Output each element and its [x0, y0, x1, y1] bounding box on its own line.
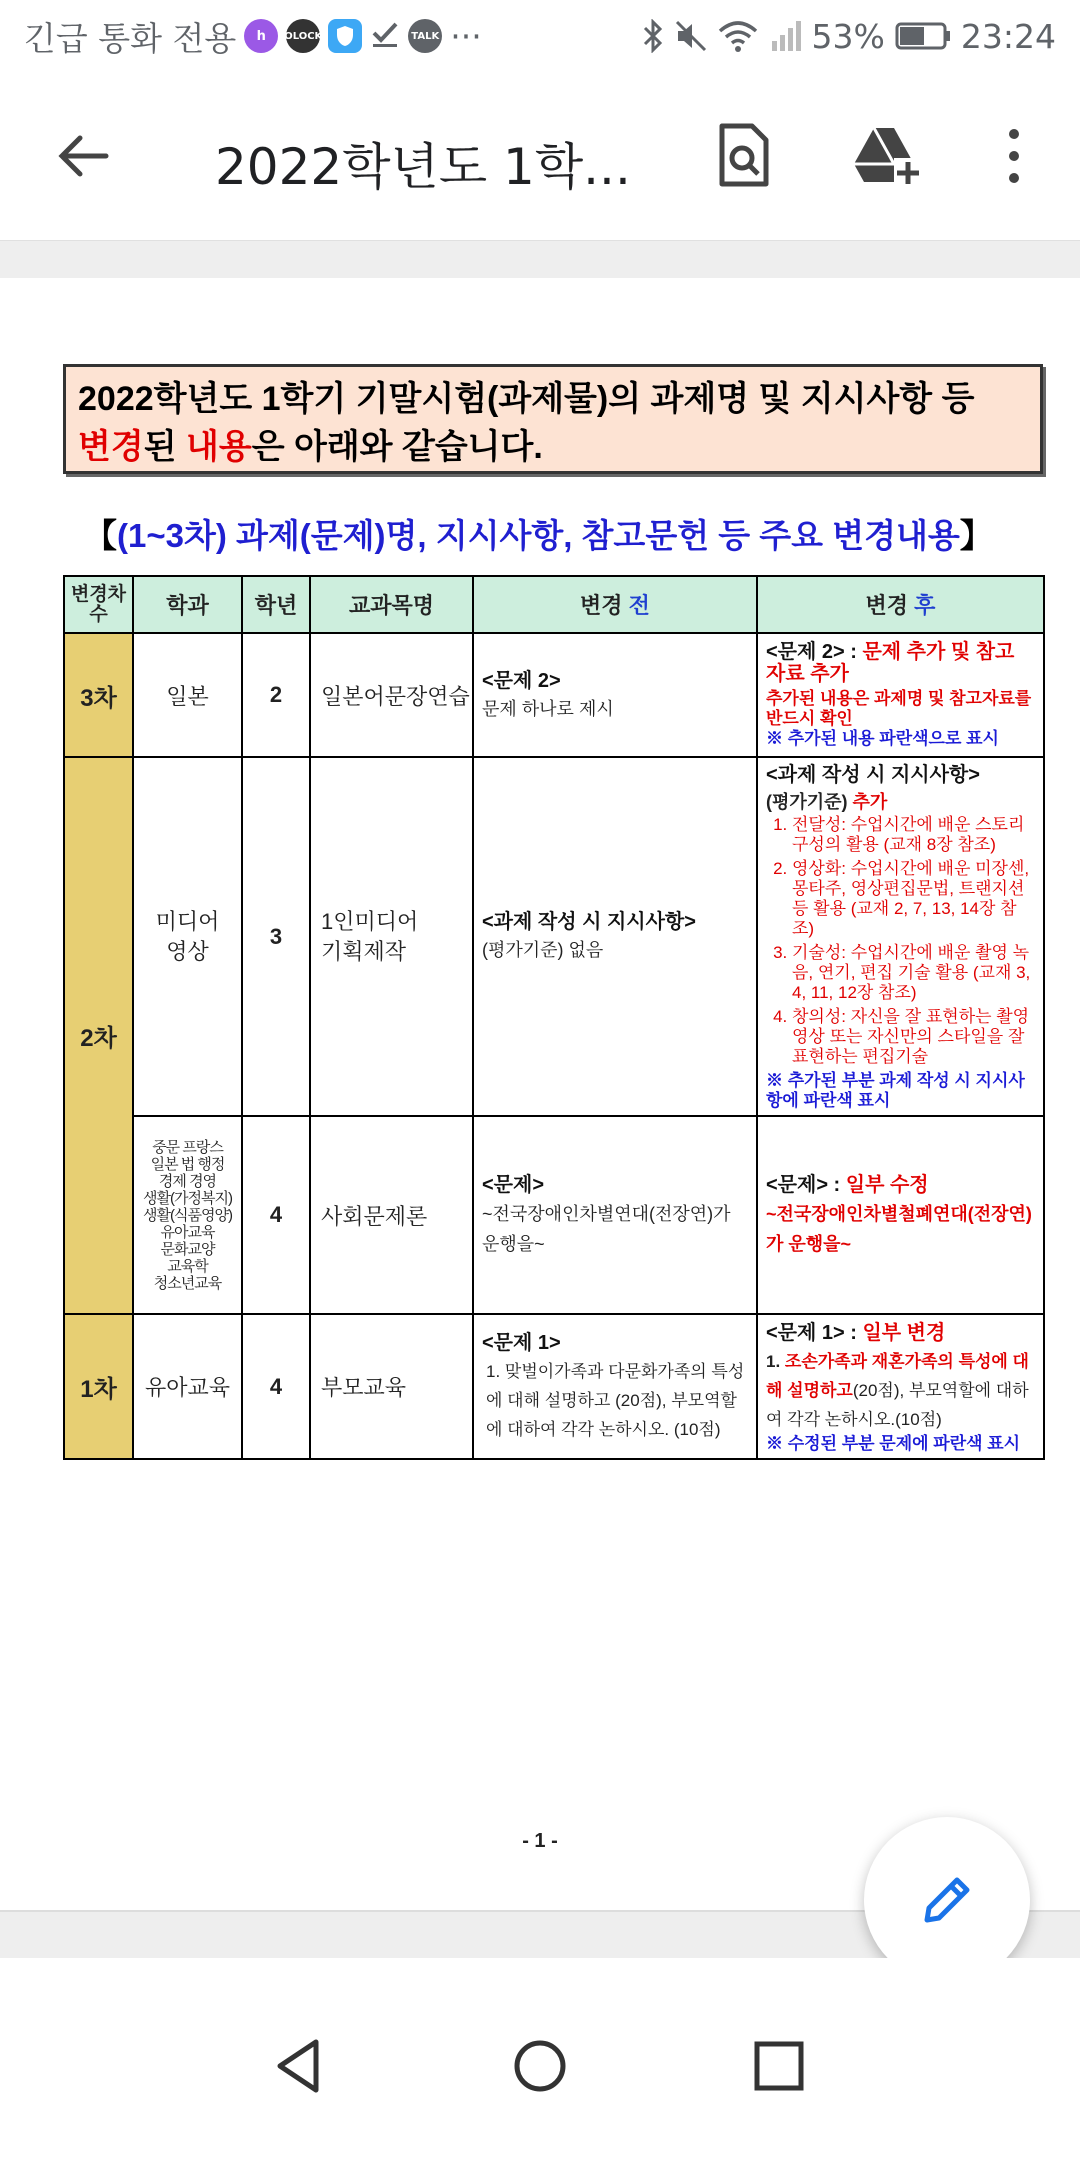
shield-icon	[328, 19, 362, 53]
after-heading-label: <문제 1> :	[766, 1321, 863, 1344]
notice-line1: 2022학년도 1학기 기말시험(과제물)의 과제명 및 지시사항 등	[78, 380, 975, 418]
before-cell	[473, 1314, 757, 1459]
criteria-list	[766, 815, 1035, 1067]
grade-cell: 3	[242, 757, 310, 1116]
grade-cell: 4	[242, 1314, 310, 1459]
list-item: 2. 영상화: 수업시간에 배운 미장센, 몽타주, 영상편집문법, 트랜지션 등 활용 (교재 2, 7, 13, 14장 참조)	[792, 859, 1035, 939]
header-dept: 학과	[133, 576, 242, 633]
before-text: ~전국장애인차별연대(전장연)가 운행을~	[482, 1203, 731, 1254]
after-heading: <과제 작성 시 지시사항>	[766, 764, 980, 786]
before-heading: <문제>	[482, 1173, 544, 1196]
battery-icon	[895, 21, 951, 51]
course-cell: 일본어문장연습	[310, 633, 473, 757]
notice-mid1: 된	[143, 428, 186, 466]
mute-icon	[674, 19, 708, 53]
after-heading-red: 문제 추가 및 참고 자료 추가	[766, 641, 1015, 685]
dept-cell: 미디어 영상	[133, 757, 242, 1116]
header-round: 변경차수	[64, 576, 133, 633]
round-cell: 1차	[64, 1314, 133, 1459]
after-sub-label: (평가기준)	[766, 792, 853, 812]
after-note: ※ 추가된 부분 과제 작성 시 지시사항에 파란색 표시	[766, 1071, 1025, 1110]
dept-cell: 중문 프랑스 일본 법 행정 경제 경영 생활(가정복지) 생활(식품영양) 유아교육 문화교양 교육학 청소년교육	[133, 1116, 242, 1314]
ollock-icon: OLOCK	[286, 19, 320, 53]
section-subheading	[84, 510, 993, 557]
signal-icon	[768, 19, 802, 53]
subheading-text: (1~3차) 과제(문제)명, 지시사항, 참고문헌 등 주요 변경내용	[117, 517, 960, 554]
find-in-document-icon[interactable]	[708, 120, 780, 192]
before-cell	[473, 1116, 757, 1314]
course-cell: 1인미디어 기획제작	[310, 757, 473, 1116]
after-sub-red: 추가	[852, 792, 888, 812]
list-item: 1. 전달성: 수업시간에 배운 스토리 구성의 활용 (교재 8장 참조)	[792, 815, 1035, 855]
table-row	[64, 1116, 1044, 1314]
after-text: ~전국장애인차별철폐연대(전장연)가 운행을~	[766, 1203, 1032, 1254]
notice-content-word: 내용	[186, 428, 252, 466]
before-heading: <문제 1>	[482, 1331, 561, 1354]
clock: 23:24	[960, 16, 1056, 56]
viewer-top-gap	[0, 240, 1080, 278]
after-heading-red: 일부 수정	[845, 1173, 929, 1196]
before-cell	[473, 757, 757, 1116]
header-after-label: 변경	[865, 593, 915, 618]
home-circle-icon[interactable]	[504, 2030, 576, 2102]
after-heading	[766, 1172, 1035, 1199]
after-heading-label: <문제> :	[766, 1173, 846, 1196]
dept-cell: 일본	[133, 633, 242, 757]
header-after-word: 후	[914, 593, 936, 618]
course-cell: 부모교육	[310, 1314, 473, 1459]
header-after	[757, 576, 1044, 633]
header-course: 교과목명	[310, 576, 473, 633]
list-item: 3. 기술성: 수업시간에 배운 촬영 녹음, 연기, 편집 기술 활용 (교재 3, 4, 11, 12장 참조)	[792, 943, 1035, 1003]
header-before-word: 전	[628, 593, 650, 618]
grade-cell: 2	[242, 633, 310, 757]
notice-box	[63, 364, 1043, 474]
wifi-icon	[718, 19, 758, 53]
hi-icon: h	[244, 19, 278, 53]
after-heading	[766, 641, 1035, 685]
more-options-icon[interactable]	[978, 120, 1050, 192]
changes-table	[63, 575, 1045, 1460]
bluetooth-icon	[642, 19, 664, 53]
pencil-icon	[917, 1870, 977, 1930]
header-before	[473, 576, 757, 633]
table-row	[64, 1314, 1044, 1459]
after-cell	[757, 1314, 1044, 1459]
before-text: 문제 하나로 제시	[482, 698, 614, 719]
after-number: 1.	[766, 1351, 785, 1371]
before-cell	[473, 633, 757, 757]
after-text-block	[766, 1347, 1035, 1434]
round-cell: 2차	[64, 757, 133, 1314]
bracket-close: 】	[959, 517, 993, 554]
after-cell	[757, 1116, 1044, 1314]
after-note: ※ 수정된 부분 문제에 파란색 표시	[766, 1433, 1021, 1453]
table-row	[64, 757, 1044, 1116]
after-note: ※ 추가된 내용 파란색으로 표시	[766, 729, 999, 748]
before-text: 1. 맞벌이가족과 다문화가족의 특성에 대해 설명하고 (20점), 부모역할에 대하여 각각 논하시오. (10점)	[486, 1361, 745, 1439]
back-arrow-icon[interactable]	[52, 124, 116, 188]
document-title: 2022학년도 1학...	[215, 138, 631, 196]
before-text: (평가기준) 없음	[482, 940, 604, 960]
before-heading: <문제 2>	[482, 669, 561, 692]
course-cell: 사회문제론	[310, 1116, 473, 1314]
after-heading-label: <문제 2> :	[766, 641, 863, 663]
bracket-open: 【	[84, 517, 117, 554]
header-before-label: 변경	[580, 593, 629, 618]
after-cell	[757, 633, 1044, 757]
round-cell: 3차	[64, 633, 133, 757]
before-heading: <과제 작성 시 지시사항>	[482, 911, 696, 933]
notice-changed-word: 변경	[78, 428, 144, 466]
after-text: (20점), 부모역할에 대하여 각각 논하시오.(10점)	[766, 1380, 1029, 1429]
notice-mid2: 은 아래와 같습니다.	[251, 428, 543, 466]
after-red-text: 조손가족과 재혼가족의 특성에 대해 설명하고	[766, 1351, 1029, 1400]
after-text: 추가된 내용은 과제명 및 참고자료를 반드시 확인	[766, 689, 1032, 728]
status-bar	[0, 0, 1080, 72]
page-number: - 1 -	[522, 1830, 558, 1852]
back-triangle-icon[interactable]	[264, 2030, 336, 2102]
app-bar	[0, 72, 1080, 240]
carrier-text: 긴급 통화 전용	[24, 18, 237, 58]
after-heading	[766, 1320, 1035, 1347]
list-item: 4. 창의성: 자신을 잘 표현하는 촬영영상 또는 자신만의 스타일을 잘 표현하는 편집기술	[792, 1007, 1035, 1067]
dept-cell: 유아교육	[133, 1314, 242, 1459]
battery-percent: 53%	[811, 16, 885, 56]
after-subheading	[766, 789, 1035, 815]
grade-cell: 4	[242, 1116, 310, 1314]
header-grade: 학년	[242, 576, 310, 633]
recents-square-icon[interactable]	[743, 2030, 815, 2102]
add-to-drive-icon[interactable]	[850, 120, 922, 192]
talk-icon: TALK	[408, 19, 442, 53]
after-cell	[757, 757, 1044, 1116]
after-heading-red: 일부 변경	[862, 1321, 946, 1344]
check-icon	[370, 17, 400, 56]
more-notifications: ···	[450, 16, 482, 56]
table-row	[64, 633, 1044, 757]
